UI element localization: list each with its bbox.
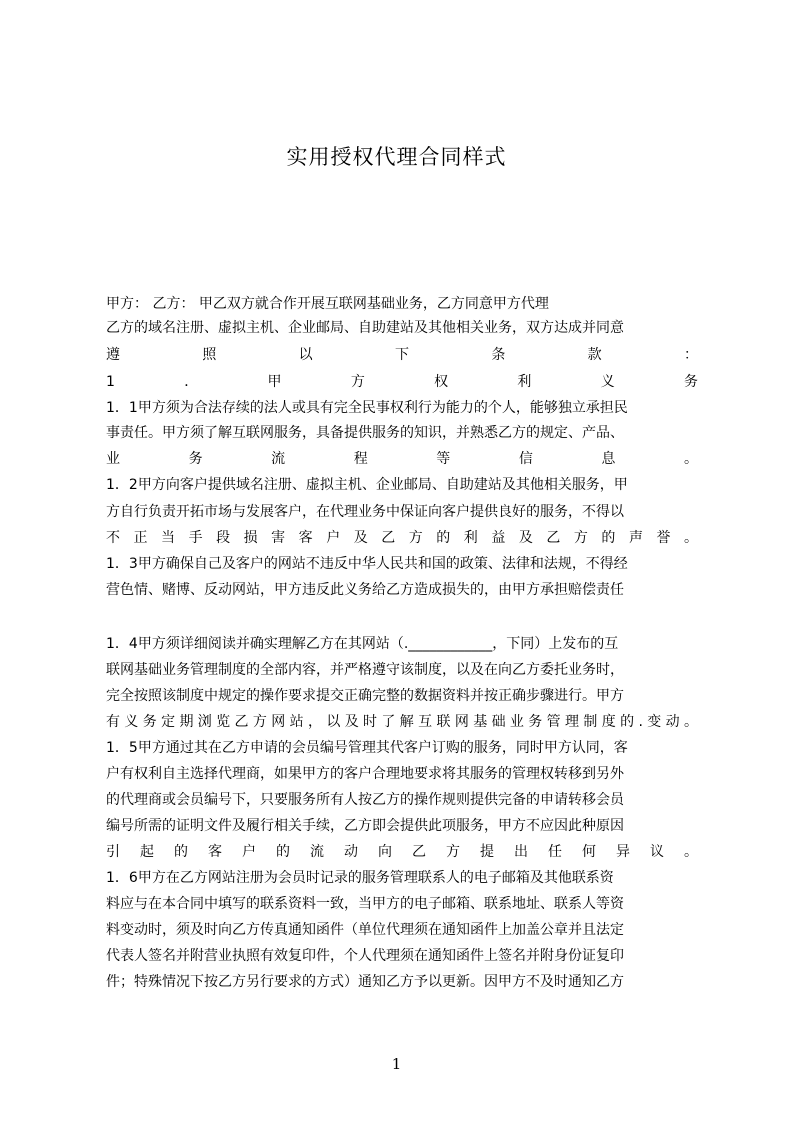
body-line: 遵 照 以 下 条 款 ： [106,347,698,363]
page-number: 1 [391,1055,402,1073]
body-line: 事责任。甲方须了解互联网服务，具备提供服务的知识，并熟悉乙方的规定、产品、 [106,425,624,441]
body-line: 1 ． 甲 方 权 利 义 务 [106,374,698,390]
body-line: 乙方的域名注册、虚拟主机、企业邮局、自助建站及其他相关业务，双方达成并同意 [106,320,624,336]
body-line: 不正当手段损害客户及乙方的利益及乙方的声誉。 [106,530,698,546]
body-line: 甲方： 乙方： 甲乙双方就合作开展互联网基础业务，乙方同意甲方代理 [106,296,549,312]
body-line: 1．3甲方确保自己及客户的网站不违反中华人民共和国的政策、法律和法规，不得经 [106,556,628,572]
body-line: 有义务定期浏览乙方网站，以及时了解互联网基础业务管理制度的.变动。 [106,714,698,730]
body-line: 营色情、赌博、反动网站，甲方违反此义务给乙方造成损失的，由甲方承担赔偿责任 [106,582,624,598]
body-line: 业 务 流 程 等 信 息 。 [106,451,698,467]
body-line: 料变动时，须及时向乙方传真通知函件（单位代理须在通知函件上加盖公章并且法定 [106,922,624,938]
body-line: 引起的客户的流动向乙方提出任何异议。 [106,844,698,860]
body-line: 编号所需的证明文件及履行相关手续，乙方即会提供此项服务，甲方不应因此种原因 [106,818,624,834]
document-title: 实用授权代理合同样式 [286,145,507,169]
body-line: 联网基础业务管理制度的全部内容，并严格遵守该制度，以及在向乙方委托业务时， [106,662,624,678]
body-line: 1．5甲方通过其在乙方申请的会员编号管理其代客户订购的服务，同时甲方认同，客 [106,740,628,756]
body-line: 代表人签名并附营业执照有效复印件，个人代理须在通知函件上签名并附身份证复印 [106,948,624,964]
body-line: 户有权利自主选择代理商，如果甲方的客户合理地要求将其服务的管理权转移到另外 [106,766,624,782]
body-line: 件；特殊情况下按乙方另行要求的方式）通知乙方予以更新。因甲方不及时通知乙方 [106,974,624,990]
body-line: 1．4甲方须详细阅读并确实理解乙方在其网站（.____________，下同）上发布的互 [106,636,619,652]
body-line: 料应与在本合同中填写的联系资料一致，当甲方的电子邮箱、联系地址、联系人等资 [106,896,624,912]
body-line: 完全按照该制度中规定的操作要求提交正确完整的数据资料并按正确步骤进行。甲方 [106,688,624,704]
body-line: 1．6甲方在乙方网站注册为会员时记录的服务管理联系人的电子邮箱及其他联系资 [106,870,614,886]
body-line: 1．2甲方向客户提供域名注册、虚拟主机、企业邮局、自助建站及其他相关服务，甲 [106,477,628,493]
body-line: 方自行负责开拓市场与发展客户，在代理业务中保证向客户提供良好的服务，不得以 [106,504,624,520]
body-line: 的代理商或会员编号下，只要服务所有人按乙方的操作规则提供完备的申请转移会员 [106,792,624,808]
body-line: 1．1甲方须为合法存续的法人或具有完全民事权利行为能力的个人，能够独立承担民 [106,400,628,416]
